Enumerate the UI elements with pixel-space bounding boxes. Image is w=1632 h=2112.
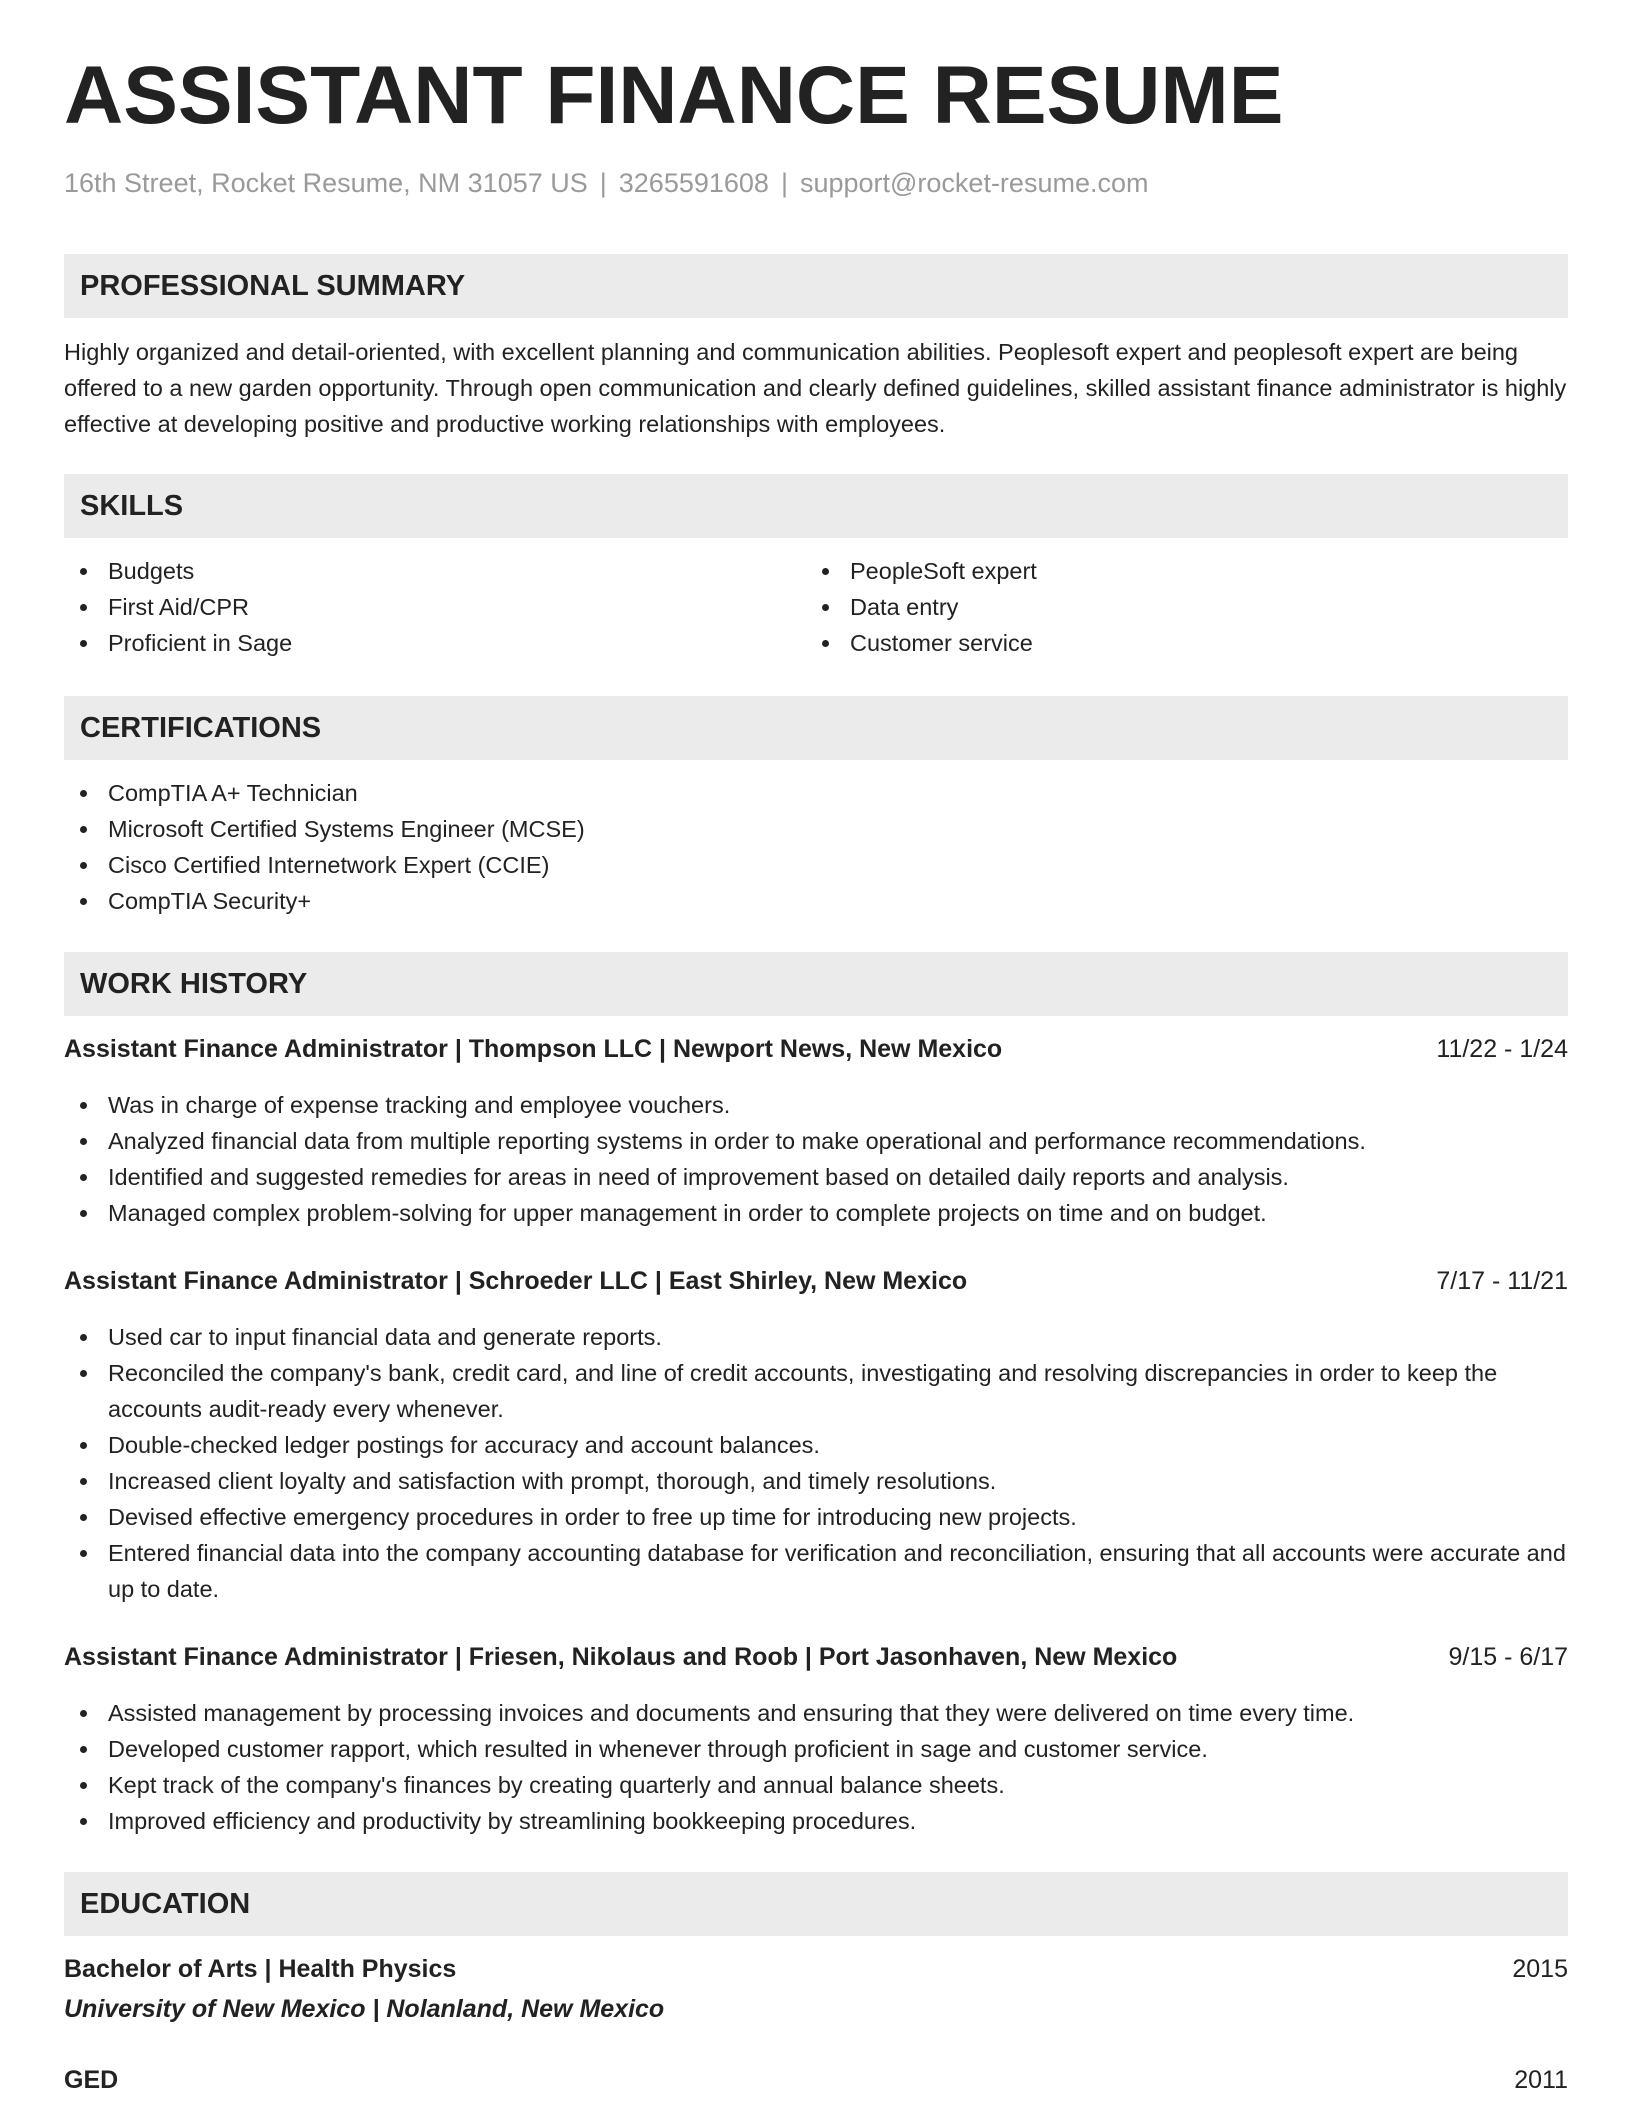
skill-item: Proficient in Sage xyxy=(64,625,804,661)
skill-item: First Aid/CPR xyxy=(64,589,804,625)
education-year: 2015 xyxy=(1512,1955,1568,1983)
job-dates: 7/17 - 11/21 xyxy=(1436,1267,1568,1295)
job-bullet: Identified and suggested remedies for areas in need of improvement based on detailed daily reports and analysis. xyxy=(64,1159,1568,1195)
education-degree: Bachelor of Arts | Health Physics xyxy=(64,1955,457,1983)
skill-item: Data entry xyxy=(806,589,1546,625)
certification-item: Microsoft Certified Systems Engineer (MCSE) xyxy=(64,811,1568,847)
certifications-list xyxy=(64,775,1568,919)
job-bullet: Double-checked ledger postings for accuracy and account balances. xyxy=(64,1427,1568,1463)
contact-email: support@rocket-resume.com xyxy=(799,168,1149,198)
section-title: CERTIFICATIONS xyxy=(80,712,322,744)
skill-item: PeopleSoft expert xyxy=(806,553,1546,589)
job-bullet: Increased client loyalty and satisfaction with prompt, thorough, and timely resolutions. xyxy=(64,1463,1568,1499)
job-bullet: Kept track of the company's finances by creating quarterly and annual balance sheets. xyxy=(64,1767,1568,1803)
job-title: Assistant Finance Administrator | Friesen, Nikolaus and Roob | Port Jasonhaven, New Mexico xyxy=(64,1643,1178,1671)
certification-item: Cisco Certified Internetwork Expert (CCIE) xyxy=(64,847,1568,883)
section-header-work-history xyxy=(64,952,1568,1016)
education-year: 2011 xyxy=(1514,2066,1568,2094)
job-bullet: Used car to input financial data and generate reports. xyxy=(64,1319,1568,1355)
skills-list-left xyxy=(64,553,804,661)
section-title: EDUCATION xyxy=(80,1888,251,1920)
skills-list-right xyxy=(806,553,1546,661)
job-bullets xyxy=(64,1319,1568,1607)
education-degree: GED xyxy=(64,2066,119,2094)
contact-phone: 3265591608 xyxy=(618,168,769,198)
job-title: Assistant Finance Administrator | Thompson LLC | Newport News, New Mexico xyxy=(64,1035,1003,1063)
section-header-skills xyxy=(64,474,1568,538)
contact-separator: | xyxy=(780,168,788,198)
job-bullets xyxy=(64,1087,1568,1231)
job-dates: 11/22 - 1/24 xyxy=(1436,1035,1568,1063)
job-bullet: Devised effective emergency procedures in order to free up time for introducing new projects. xyxy=(64,1499,1568,1535)
skill-item: Customer service xyxy=(806,625,1546,661)
contact-separator: | xyxy=(599,168,607,198)
job-bullets xyxy=(64,1695,1568,1839)
certification-item: CompTIA Security+ xyxy=(64,883,1568,919)
section-header-summary xyxy=(64,254,1568,318)
section-title: SKILLS xyxy=(80,490,184,522)
job-bullet: Managed complex problem-solving for upper management in order to complete projects on time and on budget. xyxy=(64,1195,1568,1231)
section-title: PROFESSIONAL SUMMARY xyxy=(80,270,466,302)
job-title: Assistant Finance Administrator | Schroeder LLC | East Shirley, New Mexico xyxy=(64,1267,968,1295)
resume-title: ASSISTANT FINANCE RESUME xyxy=(64,50,1284,141)
job-bullet: Reconciled the company's bank, credit card, and line of credit accounts, investigating and resolving discrepancies in order to keep the accounts audit-ready every whenever. xyxy=(64,1355,1568,1427)
education-school: University of New Mexico | Nolanland, New Mexico xyxy=(64,1995,665,2023)
job-bullet: Was in charge of expense tracking and employee vouchers. xyxy=(64,1087,1568,1123)
certification-item: CompTIA A+ Technician xyxy=(64,775,1568,811)
job-dates: 9/15 - 6/17 xyxy=(1448,1643,1568,1671)
contact-address: 16th Street, Rocket Resume, NM 31057 US xyxy=(64,168,588,198)
skill-item: Budgets xyxy=(64,553,804,589)
job-bullet: Developed customer rapport, which resulted in whenever through proficient in sage and customer service. xyxy=(64,1731,1568,1767)
section-header-education xyxy=(64,1872,1568,1936)
job-bullet: Analyzed financial data from multiple reporting systems in order to make operational and performance recommendations. xyxy=(64,1123,1568,1159)
job-bullet: Improved efficiency and productivity by streamlining bookkeeping procedures. xyxy=(64,1803,1568,1839)
job-bullet: Assisted management by processing invoices and documents and ensuring that they were delivered on time every time. xyxy=(64,1695,1568,1731)
contact-line xyxy=(64,168,1148,199)
section-title: WORK HISTORY xyxy=(80,968,308,1000)
section-header-certifications xyxy=(64,696,1568,760)
summary-text: Highly organized and detail-oriented, with excellent planning and communication abilities. Peoplesoft expert and peoplesoft expert are being offered to a new garden opportunity. Through open communication and clearly defined guidelines, skilled assistant finance administrator is highly effective at developing positive and productive working relationships with employees. xyxy=(64,339,1567,437)
job-bullet: Entered financial data into the company accounting database for verification and reconciliation, ensuring that all accounts were accurate and up to date. xyxy=(64,1535,1568,1607)
